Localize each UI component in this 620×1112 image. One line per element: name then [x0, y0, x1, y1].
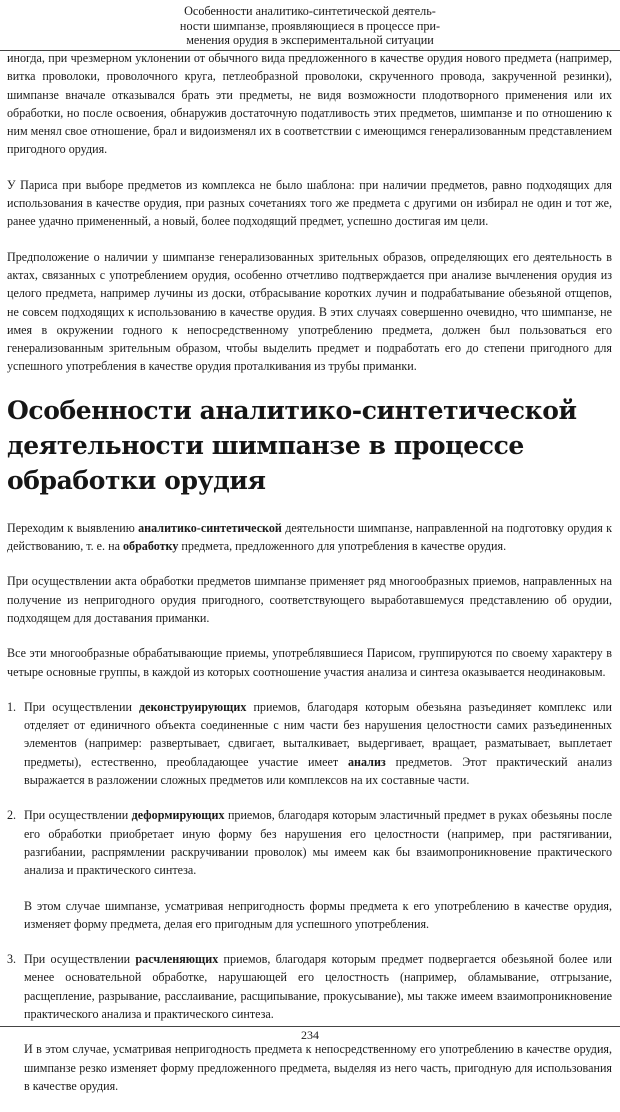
paragraph: иногда, при чрезмерном уклонении от обычного вида предложенного в качестве орудия нового предмета (например, витка проволоки, проволочного круга, петлеобразной проволоки, скрученного провода, закрученной резинки), шимпанзе вначале отказывался брать эти предметы, не видя возможности плодотворного применения или их обработки, но после освоения, обнаружив достаточную податливость этих предметов, шимпанзе и по отношению к ним менял свое отношение, брал и видоизменял их в соответствии с имеющимся генерализованным представлением пригодного орудия.	[7, 51, 612, 157]
text-run: предметов. Этот практический анализ выражается в разложении сложных предметов или комплексов на их составные части.	[24, 754, 612, 788]
emphasis-term: деформирующих	[131, 808, 225, 823]
text-run: При осуществлении	[24, 808, 132, 823]
list-number: 1.	[7, 699, 17, 714]
paragraph: Все эти многообразные обрабатывающие приемы, употреблявшиеся Парисом, группируются по своему характеру в четыре основные группы, в каждой из которых соотношение участия анализа и синтеза оказывается неодинаковым.	[7, 646, 612, 679]
list-number: 3.	[7, 952, 17, 967]
text-run: деятельности шимпанзе, направленной на подготовку орудия к действованию, т. е. на	[7, 520, 612, 554]
text-run: приемов, благодаря которым обезьяна разъединяет комплекс или отделяет от единичного объекта соединенные с ним части без нарушения целостности самих разъединенных элементов (например: развертывает, сдвигает, выталкивает, выдергивает, вращает, разматывает, выплетает предметы), естественно, преобладающее участие имеет	[24, 699, 612, 769]
list-item	[7, 806, 612, 933]
paragraph: При осуществлении акта обработки предметов шимпанзе применяет ряд многообразных приемов, направленных на получение из непригодного орудия пригодного, соответствующего выработавшемуся представлению об орудии, подходящем для доставания приманки.	[7, 574, 612, 625]
emphasis-term: обработку	[122, 539, 179, 554]
list-subparagraph: И в этом случае, усматривая непригодность предмета к непосредственному его употреблению в качестве орудия, шимпанзе резко изменяет форму предложенного предмета, выделяя из него часть, пригодную для использования в качестве орудия.	[24, 1042, 612, 1093]
list-number: 2.	[7, 808, 17, 823]
text-run: При осуществлении	[24, 952, 136, 967]
paragraph	[7, 519, 612, 556]
text-run: предмета, предложенного для употребления в качестве орудия.	[178, 539, 507, 554]
emphasis-term: расчленяющих	[135, 952, 219, 967]
emphasis-term: деконструирующих	[138, 699, 247, 714]
main-text	[7, 49, 612, 1112]
running-head-line: ности шимпанзе, проявляющиеся в процессе при-	[179, 18, 441, 33]
list-item	[7, 950, 612, 1095]
list-item	[7, 698, 612, 789]
text-run: приемов, благодаря которым эластичный предмет в руках обезьяны после его обработки приобретает иную форму без нарушения его целостности (например, при растягивании, разгибании, распрямлении раскручивании проволок) мы имеем как бы взаимопроникновение практического анализа и практического синтеза.	[24, 808, 612, 878]
list-subparagraph: В этом случае шимпанзе, усматривая непригодность формы предмета к его употреблению в качестве орудия, изменяет форму предмета, делая его пригодным для успешного употребления.	[24, 898, 612, 931]
footer-rule	[0, 1026, 620, 1027]
text-run: приемов, благодаря которым предмет подвергается обезьяной более или менее основательной обработке, нарушающей его целостность (например, обламывание, отгрызание, расщепление, разрывание, расслаивание, расщипывание, прокусывание), мы также имеем взаимопроникновение практического анализа и практического синтеза.	[24, 952, 612, 1021]
paragraph: У Париса при выборе предметов из комплекса не было шаблона: при наличии предметов, равно подходящих для использования в качестве орудия, при разных сочетаниях того же предмета с другими он избирал не один и тот же, ранее удачно примененный, а новый, более подходящий предмет, успешно достигая им цели.	[7, 177, 612, 229]
page-number: 234	[301, 1028, 319, 1042]
paragraph: Предположение о наличии у шимпанзе генерализованных зрительных образов, определяющих его деятельность в актах, связанных с употреблением орудия, особенно отчетливо подтверждается при анализе вычленения орудия из целого предмета, например лучины из доски, отбрасывание коротких лучин и подрабатывание обезьяной отщепов, не совсем подходящих к использованию в качестве орудия. В этих случаях совершенно очевидно, что шимпанзе, не имея в окружении годного к непосредственному употреблению предмета, должен был пользоваться его генерализованным зрительным образом, чтобы выделить предмет и подработать его до степени пригодного для успешного употребления в качестве орудия проталкивания из трубы приманки.	[7, 249, 612, 374]
emphasis-term: аналитико-синтетической	[138, 520, 282, 535]
running-head	[150, 4, 470, 48]
text-run: Переходим к выявлению	[7, 520, 139, 535]
running-head-line: Особенности аналитико-синтетической деятель-	[184, 4, 436, 18]
section-heading: Особенности аналитико-синтетической деятельности шимпанзе в процессе обработки орудия	[7, 395, 577, 495]
running-head-line: менения орудия в экспериментальной ситуации	[186, 33, 434, 48]
text-run: При осуществлении	[24, 699, 139, 714]
emphasis-term: анализ	[348, 754, 386, 769]
